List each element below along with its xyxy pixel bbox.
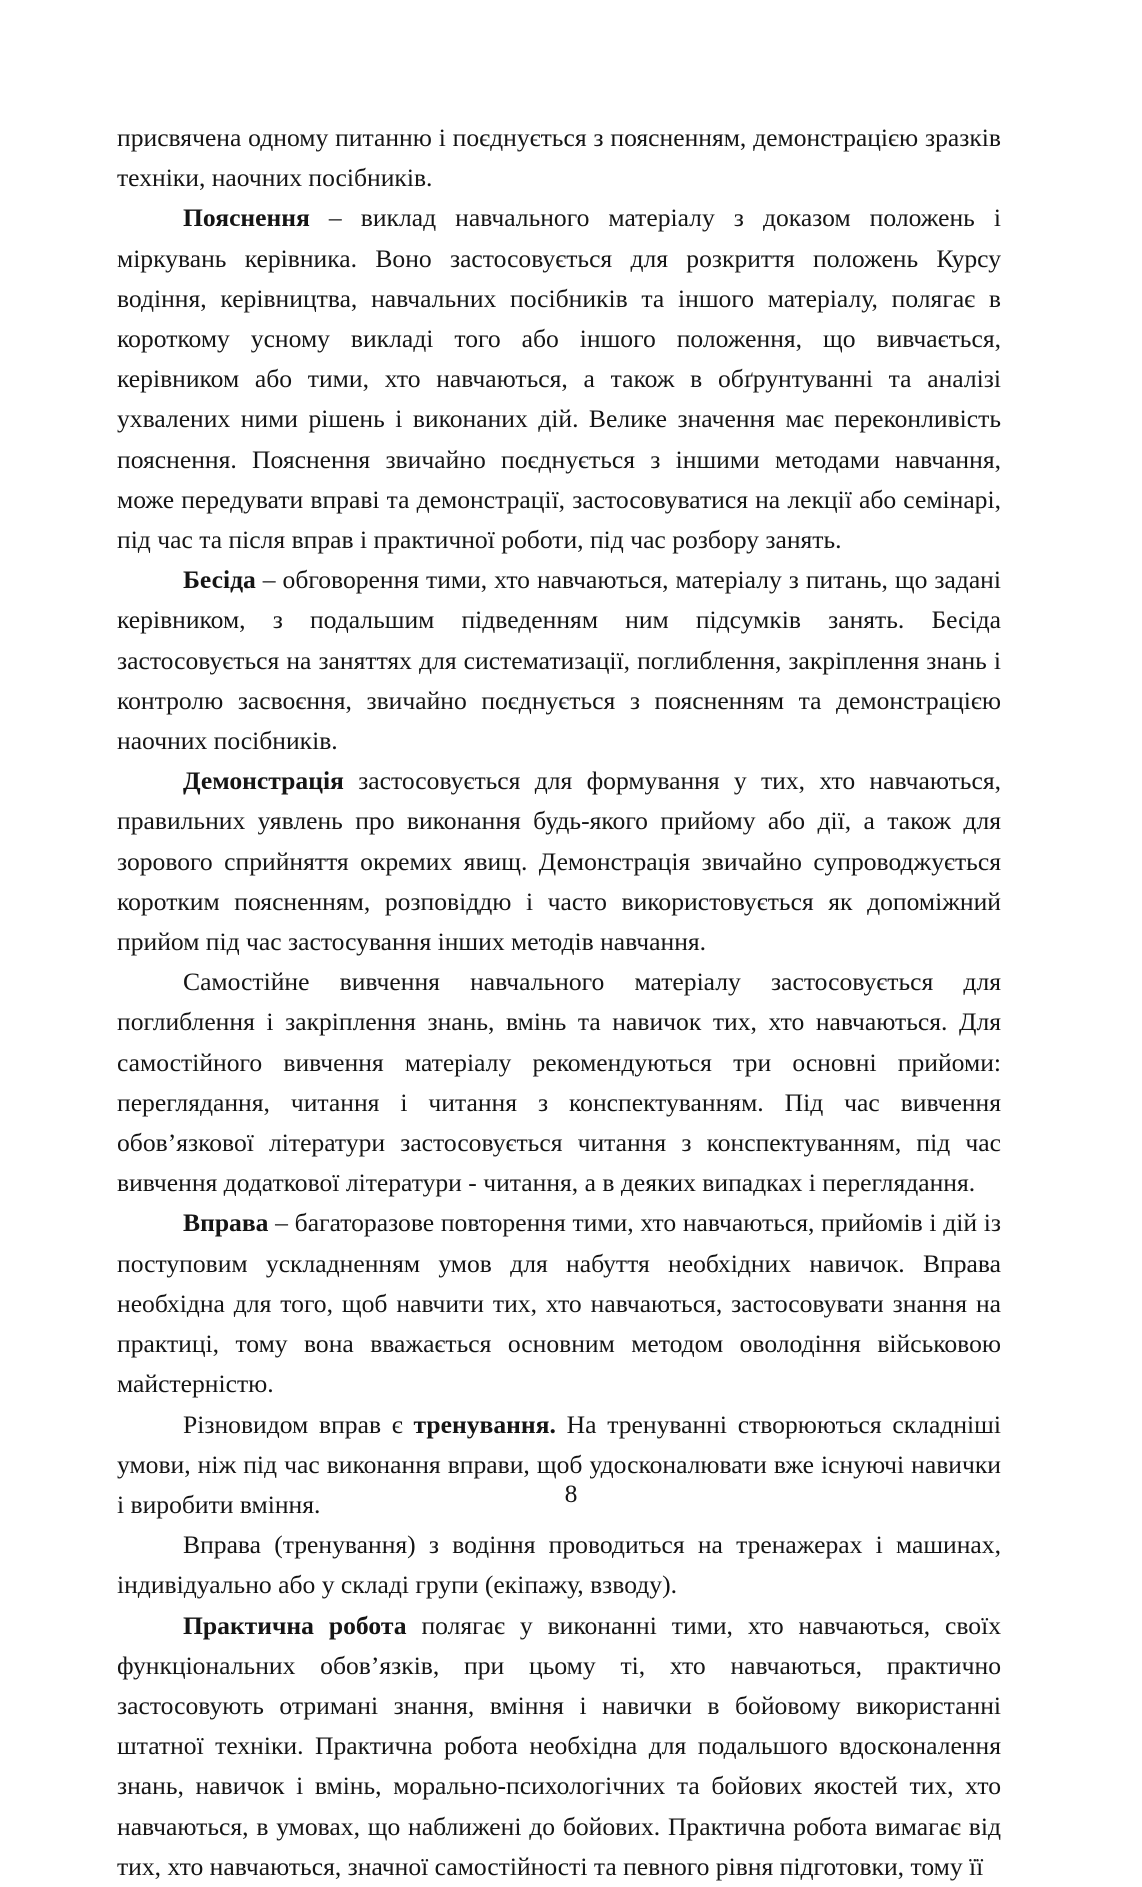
paragraph-vprava [117,1203,1001,1404]
paragraph-praktychna-robota [117,1606,1001,1887]
paragraph-besida [117,560,1001,761]
paragraph-text: полягає у виконанні тими, хто навчаються, своїх функціональних обов’язків, при цьому ті, хто навчаються, практично застосовують отримані знання, вміння і навички в бойовому використанні штатної техніки. Практична робота необхідна для подальшого вдосконалення знань, навичок і вмінь, морально-психологічних та бойових якостей тих, хто навчаються, в умовах, що наближені до бойових. Практична робота вимагає від тих, хто навчаються, значної самостійності та певного рівня підготовки, тому її [117,1610,1002,1881]
paragraph-text: Самостійне вивчення навчального матеріалу застосовується для поглиблення і закріплення знань, вмінь та навичок тих, хто навчаються. Для самостійного вивчення матеріалу рекомендуються три основні прийоми: переглядання, читання і читання з конспектуванням. Під час вивчення обов’язкової літератури застосовується читання з конспектуванням, під час вивчення додаткової літератури - читання, а в деяких випадках і переглядання. [117,967,1001,1198]
lead-term-demonstratsiya: Демонстрація [183,766,344,796]
lead-term-poyasnennya: Пояснення [183,203,310,233]
lead-term-vprava: Вправа [183,1208,269,1238]
text-column [117,118,1001,1887]
paragraph-text-before-bold: Різновидом вправ є [183,1409,414,1439]
paragraph-samostiyne-vyvchennya [117,962,1001,1203]
paragraph-text: присвячена одному питанню і поєднується з поясненням, демонстрацією зразків техніки, наочних посібників. [117,123,1001,193]
paragraph-vprava-vodinnya [117,1525,1001,1605]
paragraph-text: – виклад навчального матеріалу з доказом положень і міркувань керівника. Воно застосовується для розкриття положень Курсу водіння, керівництва, навчальних посібників та іншого матеріалу, полягає в короткому усному викладі того або іншого положення, що вивчається, керівником або тими, хто навчаються, а також в обґрунтуванні та аналізі ухвалених ними рішень і виконаних дій. Велике значення має переконливість пояснення. Пояснення звичайно поєднується з іншими методами навчання, може передувати вправі та демонстрації, застосовуватися на лекції або семінарі, під час та після вправ і практичної роботи, під час розбору занять. [117,203,1001,555]
paragraph-text: – обговорення тими, хто навчаються, матеріалу з питань, що задані керівником, з подальшим підведенням ним підсумків занять. Бесіда застосовується на заняттях для систематизації, поглиблення, закріплення знань і контролю засвоєння, звичайно поєднується з поясненням та демонстрацією наочних посібників. [117,565,1001,756]
lead-term-besida: Бесіда [183,565,256,595]
paragraph-text-after-bold: На тренуванні створюються складніші умови, ніж під час виконання вправи, щоб удосконалювати вже існуючі навички і виробити вміння. [117,1409,1001,1519]
paragraph-poyasnennya [117,198,1001,560]
bold-term-trenuvannya: тренування. [413,1409,556,1439]
paragraph-continued-intro [117,118,1001,198]
paragraph-text: Вправа (тренування) з водіння проводиться на тренажерах і машинах, індивідуально або у складі групи (екіпажу, взводу). [117,1530,1001,1600]
page-number: 8 [564,1479,578,1508]
lead-term-praktychna-robota: Практична робота [183,1610,407,1640]
paragraph-text: – багаторазове повторення тими, хто навчаються, прийомів і дій із поступовим ускладненням умов для набуття необхідних навичок. Вправа необхідна для того, щоб навчити тих, хто навчаються, застосовувати знання на практиці, тому вона вважається основним методом оволодіння військовою майстерністю. [117,1208,1001,1399]
paragraph-text: застосовується для формування у тих, хто навчаються, правильних уявлень про виконання будь-якого прийому або дії, а також для зорового сприйняття окремих явищ. Демонстрація звичайно супроводжується коротким поясненням, розповіддю і часто використовується як допоміжний прийом під час застосування інших методів навчання. [117,766,1001,957]
paragraph-demonstratsiya [117,761,1001,962]
